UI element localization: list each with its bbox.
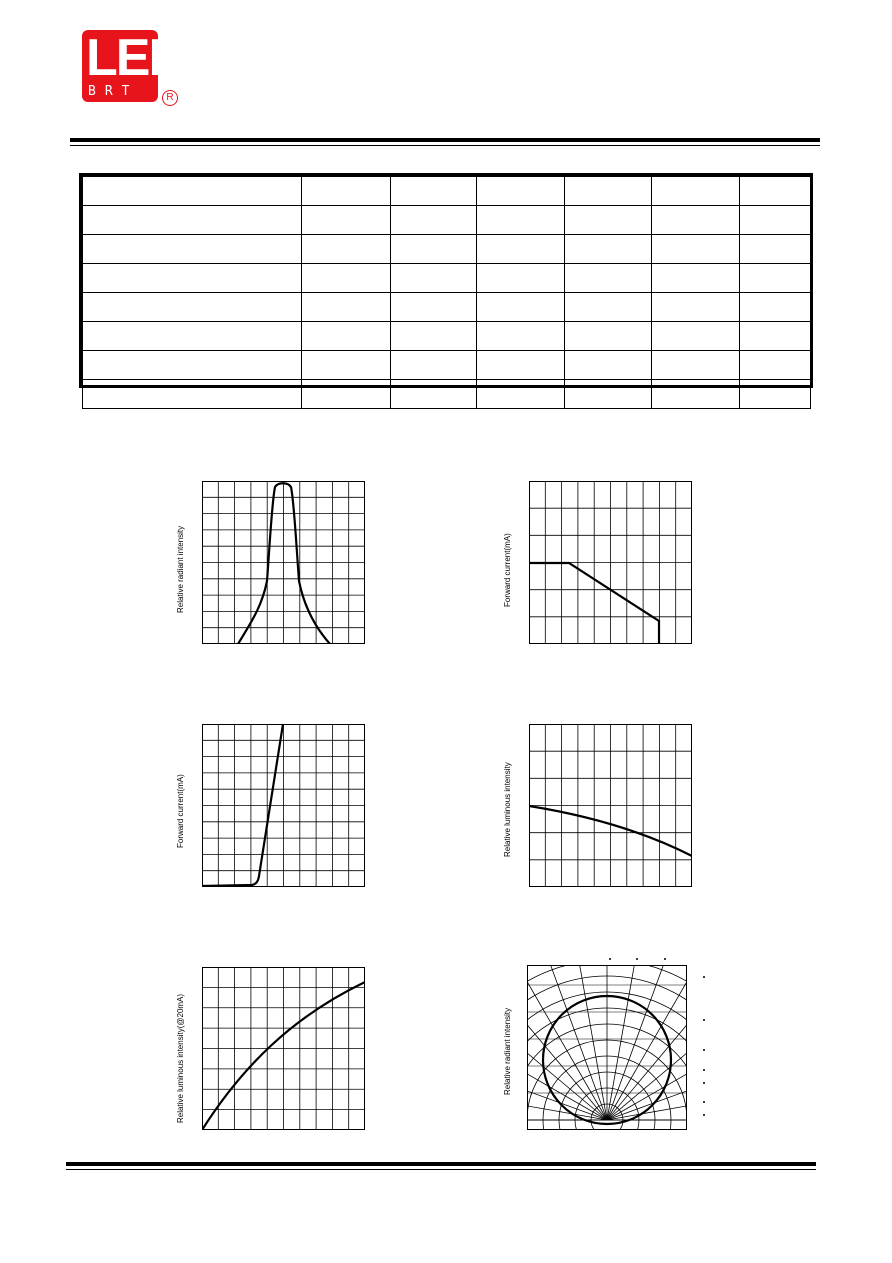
table-cell (302, 177, 391, 206)
table-cell (477, 351, 565, 380)
tick-dot (703, 1049, 705, 1051)
current-ylabel: Relative luminous intensity(@20mA) (176, 993, 185, 1123)
table-cell (652, 380, 740, 409)
radiation-ylabel: Relative radiant intensity (503, 1007, 512, 1095)
table-cell (477, 206, 565, 235)
temperature-ylabel: Relative luminous intensity (503, 762, 512, 857)
table-row (83, 177, 811, 206)
table-cell (83, 264, 302, 293)
table-cell (302, 322, 391, 351)
iv-chart (202, 724, 365, 887)
table-row (83, 206, 811, 235)
table-row (83, 235, 811, 264)
tick-dot (703, 976, 705, 978)
table-cell (652, 322, 740, 351)
table-cell (83, 322, 302, 351)
table-cell (565, 235, 652, 264)
header-rule-thin (70, 145, 820, 146)
current-chart (202, 967, 365, 1130)
polar-spoke (607, 1075, 717, 1120)
radiation-chart (527, 955, 717, 1132)
table-cell (652, 177, 740, 206)
table-cell (565, 351, 652, 380)
table-cell (565, 380, 652, 409)
table-cell (740, 322, 811, 351)
polar-spoke (527, 1031, 607, 1120)
polar-spoke (607, 955, 717, 1120)
table-cell (302, 380, 391, 409)
table-cell (391, 206, 477, 235)
table-cell (391, 293, 477, 322)
derating-ylabel: Forward current(mA) (503, 533, 512, 607)
polar-spoke (562, 955, 607, 1120)
derating-chart (529, 481, 692, 644)
table-cell (565, 293, 652, 322)
table-cell (83, 177, 302, 206)
table-cell (740, 177, 811, 206)
table-cell (83, 380, 302, 409)
table-cell (477, 264, 565, 293)
tick-dot (703, 1114, 705, 1116)
table-cell (740, 293, 811, 322)
table-cell (477, 177, 565, 206)
tick-dot (703, 1019, 705, 1021)
table-row (83, 322, 811, 351)
table-cell (391, 264, 477, 293)
table-cell (391, 322, 477, 351)
table-cell (565, 264, 652, 293)
tick-dot (703, 1101, 705, 1103)
table-cell (740, 351, 811, 380)
table-cell (391, 177, 477, 206)
header-rule (70, 138, 820, 142)
table-cell (740, 264, 811, 293)
table-cell (652, 206, 740, 235)
table-cell (302, 235, 391, 264)
tick-dot (636, 958, 638, 960)
table-cell (652, 264, 740, 293)
table-cell (652, 351, 740, 380)
table-cell (83, 351, 302, 380)
table-cell (652, 293, 740, 322)
table-cell (83, 206, 302, 235)
table-row (83, 380, 811, 409)
table-cell (302, 264, 391, 293)
table-cell (477, 322, 565, 351)
temperature-chart (529, 724, 692, 887)
spec-table-grid (82, 176, 811, 409)
spectrum-chart (202, 481, 365, 644)
table-cell (391, 380, 477, 409)
footer-rule-thin (66, 1169, 816, 1170)
logo-subtext: BRT (88, 84, 139, 99)
table-cell (302, 206, 391, 235)
spectrum-ylabel: Relative radiant intensity (176, 525, 185, 613)
iv-ylabel: Forward current(mA) (176, 774, 185, 848)
polar-spoke (607, 955, 652, 1120)
polar-spoke (607, 955, 717, 1120)
spec-table (79, 173, 813, 388)
table-cell (652, 235, 740, 264)
table-cell (477, 293, 565, 322)
table-cell (391, 351, 477, 380)
table-cell (740, 206, 811, 235)
table-cell (565, 206, 652, 235)
table-row (83, 351, 811, 380)
table-cell (302, 351, 391, 380)
table-cell (83, 293, 302, 322)
table-cell (740, 235, 811, 264)
polar-spoke (607, 955, 717, 1120)
table-cell (565, 322, 652, 351)
table-cell (302, 293, 391, 322)
iv-curve (202, 724, 283, 886)
table-cell (565, 177, 652, 206)
table-cell (391, 235, 477, 264)
table-cell (83, 235, 302, 264)
logo-letters: LED (86, 29, 185, 87)
tick-dot (703, 1082, 705, 1084)
table-row (83, 264, 811, 293)
tick-dot (703, 1069, 705, 1071)
polar-ring (527, 976, 717, 1132)
table-row (83, 293, 811, 322)
tick-dot (664, 958, 666, 960)
table-cell (740, 380, 811, 409)
footer-rule (66, 1162, 816, 1166)
brand-logo (82, 29, 185, 108)
table-cell (477, 380, 565, 409)
tick-dot (609, 958, 611, 960)
table-cell (477, 235, 565, 264)
registered-mark: R (162, 90, 178, 106)
